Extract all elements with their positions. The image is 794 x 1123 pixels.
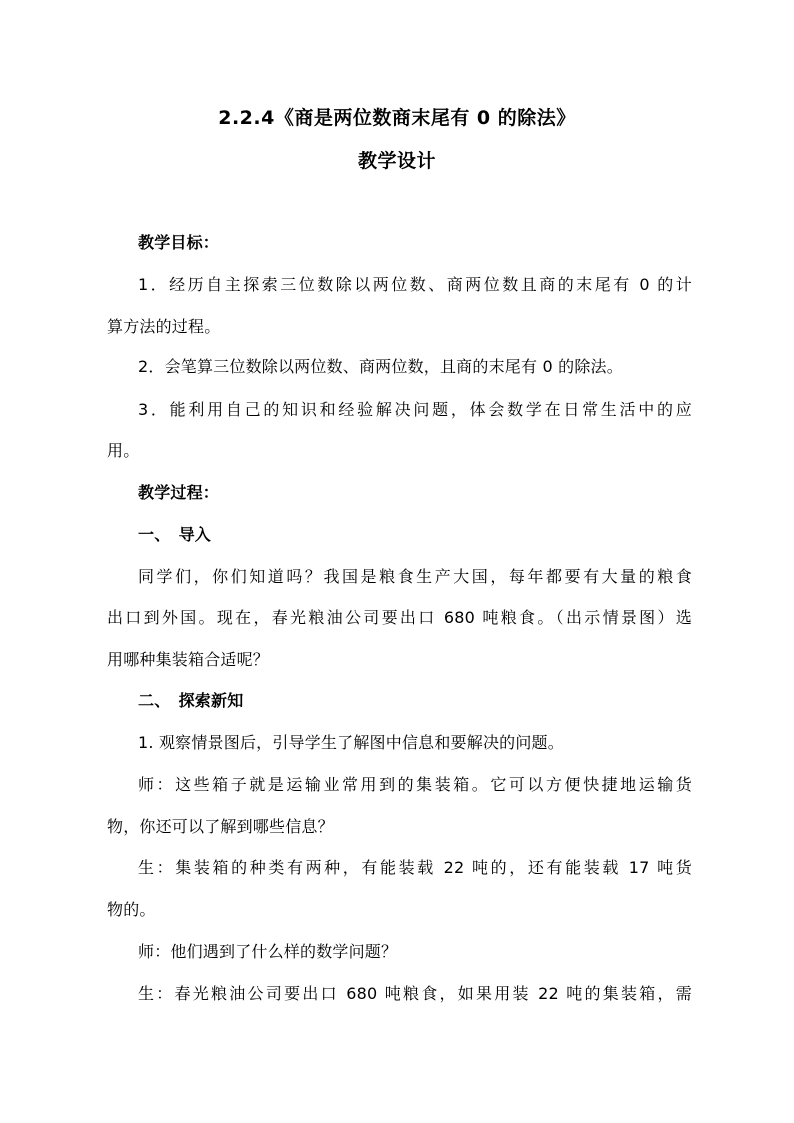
- document-title: 2.2.4《商是两位数商末尾有 0 的除法》: [218, 107, 576, 129]
- paragraph-line: 物的。: [107, 900, 156, 919]
- paragraph-line: 师：这些箱子就是运输业常用到的集装箱。它可以方便快捷地运输货: [138, 775, 692, 794]
- paragraph-line: 1. 观察情景图后，引导学生了解图中信息和要解决的问题。: [138, 733, 564, 752]
- paragraph-line: 生：集装箱的种类有两种，有能装载 22 吨的，还有能装载 17 吨货: [138, 858, 692, 877]
- paragraph-line: 用哪种集装箱合适呢？: [107, 650, 270, 669]
- paragraph-line: 师：他们遇到了什么样的数学问题？: [138, 942, 398, 961]
- section-heading-process: 教学过程：: [138, 483, 220, 502]
- paragraph-line: 用。: [107, 441, 140, 460]
- document-subtitle: 教学设计: [357, 150, 436, 172]
- paragraph-line: 3．能利用自己的知识和经验解决问题，体会数学在日常生活中的应: [138, 400, 692, 419]
- paragraph-line: 2．会笔算三位数除以两位数、商两位数，且商的末尾有 0 的除法。: [138, 357, 623, 376]
- section-heading-intro: 一、 导入: [138, 525, 212, 544]
- paragraph-line: 物，你还可以了解到哪些信息？: [107, 817, 334, 836]
- paragraph-line: 算方法的过程。: [107, 317, 221, 336]
- paragraph-line: 1．经历自主探索三位数除以两位数、商两位数且商的末尾有 0 的计: [138, 275, 692, 294]
- paragraph-line: 出口到外国。现在，春光粮油公司要出口 680 吨粮食。（出示情景图）选: [107, 608, 692, 627]
- paragraph-line: 同学们，你们知道吗？我国是粮食生产大国，每年都要有大量的粮食: [138, 567, 692, 586]
- section-heading-explore: 二、 探索新知: [138, 691, 244, 710]
- paragraph-line: 生：春光粮油公司要出口 680 吨粮食，如果用装 22 吨的集装箱，需: [138, 984, 692, 1003]
- section-heading-objectives: 教学目标：: [138, 233, 220, 252]
